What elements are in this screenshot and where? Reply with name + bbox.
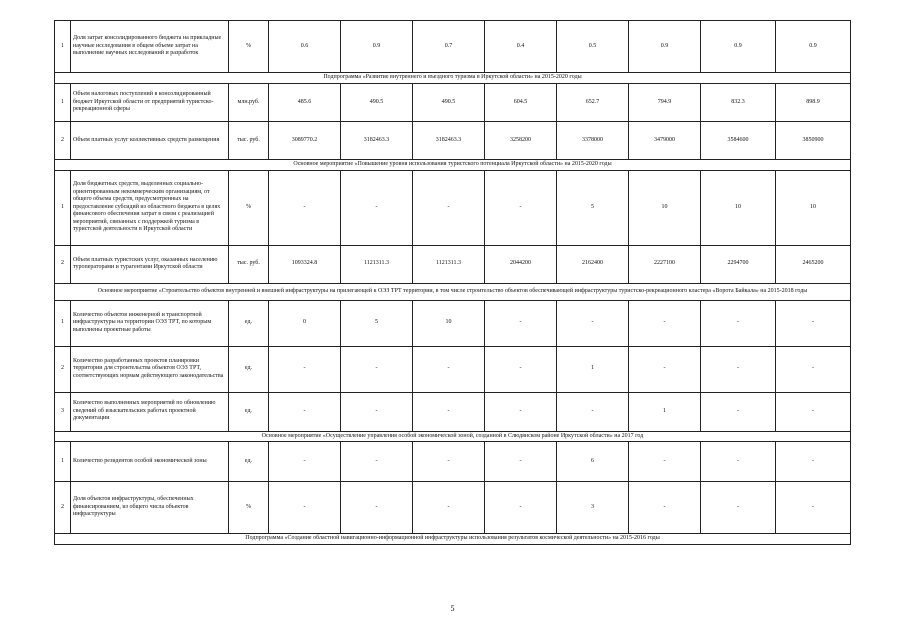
indicator-row (55, 346, 851, 392)
value-cell: 490.5 (341, 84, 413, 122)
value-cell: 10 (776, 170, 851, 245)
value-cell: 2044200 (485, 245, 557, 283)
value-cell: - (776, 442, 851, 482)
unit-cell: млн.руб. (229, 84, 269, 122)
row-number: 1 (55, 442, 71, 482)
value-cell: - (629, 300, 701, 346)
indicator-name: Количество объектов инженерной и транспортной инфраструктуры на территории ОЭЗ ТРТ, по которым выполнены проектные работы (71, 300, 229, 346)
value-cell: - (485, 392, 557, 431)
indicator-row (55, 122, 851, 160)
row-number: 2 (55, 245, 71, 283)
value-cell: 5 (557, 170, 629, 245)
value-cell: - (269, 170, 341, 245)
unit-cell: % (229, 170, 269, 245)
value-cell: 3850900 (776, 122, 851, 160)
value-cell: 2227100 (629, 245, 701, 283)
value-cell: - (629, 442, 701, 482)
value-cell: 0.9 (341, 21, 413, 73)
value-cell: - (485, 482, 557, 534)
unit-cell: % (229, 482, 269, 534)
value-cell: - (701, 300, 776, 346)
indicator-row (55, 300, 851, 346)
value-cell: 832.3 (701, 84, 776, 122)
section-title: Подпрограмма «Создание областной навигационно-информационной инфраструктуры использования результатов космической деятельности» на 2015-2016 годы (55, 534, 851, 545)
row-number: 2 (55, 482, 71, 534)
value-cell: - (413, 442, 485, 482)
indicator-name: Объем платных туристских услуг, оказанных населению туроператорами и турагентами Иркутской области (71, 245, 229, 283)
value-cell: 1093324.8 (269, 245, 341, 283)
section-header-row (55, 534, 851, 545)
value-cell: - (701, 392, 776, 431)
value-cell: - (413, 392, 485, 431)
value-cell: - (341, 346, 413, 392)
unit-cell: ед. (229, 392, 269, 431)
value-cell: 1 (557, 346, 629, 392)
row-number: 1 (55, 300, 71, 346)
value-cell: 3479000 (629, 122, 701, 160)
indicator-row (55, 84, 851, 122)
indicator-row (55, 482, 851, 534)
row-number: 3 (55, 392, 71, 431)
indicator-row (55, 21, 851, 73)
value-cell: - (485, 346, 557, 392)
value-cell: 10 (629, 170, 701, 245)
value-cell: 0.4 (485, 21, 557, 73)
indicator-name: Объем платных услуг коллективных средств размещения (71, 122, 229, 160)
row-number: 2 (55, 346, 71, 392)
unit-cell: % (229, 21, 269, 73)
indicator-name: Доля объектов инфраструктуры, обеспеченных финансированием, из общего числа объектов инфраструктуры (71, 482, 229, 534)
value-cell: - (776, 482, 851, 534)
value-cell: 0 (269, 300, 341, 346)
value-cell: 1121311.3 (341, 245, 413, 283)
unit-cell: ед. (229, 442, 269, 482)
value-cell: 10 (701, 170, 776, 245)
value-cell: 3 (557, 482, 629, 534)
indicator-name: Доля затрат консолидированного бюджета на прикладные научные исследования в общем объеме затрат на выполнение научных исследований и разработок (71, 21, 229, 73)
value-cell: - (701, 442, 776, 482)
value-cell: 3089770.2 (269, 122, 341, 160)
value-cell: - (629, 482, 701, 534)
section-header-row (55, 431, 851, 442)
indicator-row (55, 170, 851, 245)
value-cell: 652.7 (557, 84, 629, 122)
value-cell: - (776, 392, 851, 431)
value-cell: - (629, 346, 701, 392)
value-cell: 485.6 (269, 84, 341, 122)
value-cell: - (269, 392, 341, 431)
value-cell: 1121311.3 (413, 245, 485, 283)
value-cell: 2162400 (557, 245, 629, 283)
value-cell: 3378000 (557, 122, 629, 160)
value-cell: - (341, 392, 413, 431)
value-cell: 0.5 (557, 21, 629, 73)
section-header-row (55, 283, 851, 300)
value-cell: 10 (413, 300, 485, 346)
value-cell: - (269, 346, 341, 392)
section-title: Основное мероприятие «Повышение уровня использования туристского потенциала Иркутской области» на 2015-2020 годы (55, 160, 851, 171)
indicator-name: Количество выполненных мероприятий по обновлению сведений об изыскательских работах проектной документации (71, 392, 229, 431)
value-cell: 898.9 (776, 84, 851, 122)
row-number: 1 (55, 84, 71, 122)
value-cell: 0.7 (413, 21, 485, 73)
value-cell: 490.5 (413, 84, 485, 122)
indicator-row (55, 392, 851, 431)
value-cell: 1 (629, 392, 701, 431)
value-cell: - (341, 442, 413, 482)
unit-cell: тыс. руб. (229, 122, 269, 160)
value-cell: 5 (341, 300, 413, 346)
value-cell: 794.9 (629, 84, 701, 122)
section-title: Основное мероприятие «Строительство объектов внутренней и внешней инфраструктуры на прилегающей к ОЭЗ ТРТ территории, в том числе строительство объектов обеспечивающей инфраструктуры туристско-рекреационного кластера «Ворота Байкала» на 2015-2018 годы (55, 283, 851, 300)
section-header-row (55, 160, 851, 171)
value-cell: - (341, 170, 413, 245)
unit-cell: тыс. руб. (229, 245, 269, 283)
row-number: 2 (55, 122, 71, 160)
value-cell: 3258200 (485, 122, 557, 160)
indicator-name: Количество резидентов особой экономической зоны (71, 442, 229, 482)
unit-cell: ед. (229, 346, 269, 392)
value-cell: - (269, 482, 341, 534)
row-number: 1 (55, 21, 71, 73)
section-title: Основное мероприятие «Осуществление управления особой экономической зоной, созданной в Слюдянском районе Иркутской области» на 2017 год (55, 431, 851, 442)
unit-cell: ед. (229, 300, 269, 346)
value-cell: 3182463.3 (341, 122, 413, 160)
indicator-row (55, 245, 851, 283)
indicator-name: Количество разработанных проектов планировки территории для строительства объектов ОЭЗ ТРТ, соответствующих нормам действующего законодательства (71, 346, 229, 392)
value-cell: 0.9 (776, 21, 851, 73)
value-cell: 2294700 (701, 245, 776, 283)
value-cell: - (269, 442, 341, 482)
value-cell: - (557, 392, 629, 431)
value-cell: 3182463.3 (413, 122, 485, 160)
value-cell: - (776, 300, 851, 346)
value-cell: 604.5 (485, 84, 557, 122)
indicators-table (54, 20, 851, 545)
value-cell: 0.9 (629, 21, 701, 73)
value-cell: - (701, 482, 776, 534)
value-cell: - (776, 346, 851, 392)
value-cell: - (413, 482, 485, 534)
value-cell: - (557, 300, 629, 346)
section-header-row (55, 73, 851, 84)
value-cell: - (413, 170, 485, 245)
value-cell: 6 (557, 442, 629, 482)
value-cell: - (485, 442, 557, 482)
indicator-name: Доля бюджетных средств, выделенных социально-ориентированным некоммерческим организациям, от общего объема средств, предусмотренных на предоставление субсидий из областного бюджета в целях финансового обеспечения затрат в связи с реализацией мероприятий, связанных с поддержкой туризма в туристской деятельности в Иркутской области (71, 170, 229, 245)
section-title: Подпрограмма «Развитие внутреннего и въездного туризма в Иркутской области» на 2015-2020 годы (55, 73, 851, 84)
value-cell: 3584600 (701, 122, 776, 160)
indicator-name: Объем налоговых поступлений в консолидированный бюджет Иркутской области от предприятий туристско-рекреационной сферы (71, 84, 229, 122)
value-cell: - (485, 170, 557, 245)
page-number: 5 (450, 604, 455, 613)
value-cell: - (485, 300, 557, 346)
value-cell: 0.9 (701, 21, 776, 73)
indicator-row (55, 442, 851, 482)
value-cell: - (341, 482, 413, 534)
value-cell: 0.6 (269, 21, 341, 73)
value-cell: - (413, 346, 485, 392)
value-cell: - (701, 346, 776, 392)
value-cell: 2465200 (776, 245, 851, 283)
row-number: 1 (55, 170, 71, 245)
